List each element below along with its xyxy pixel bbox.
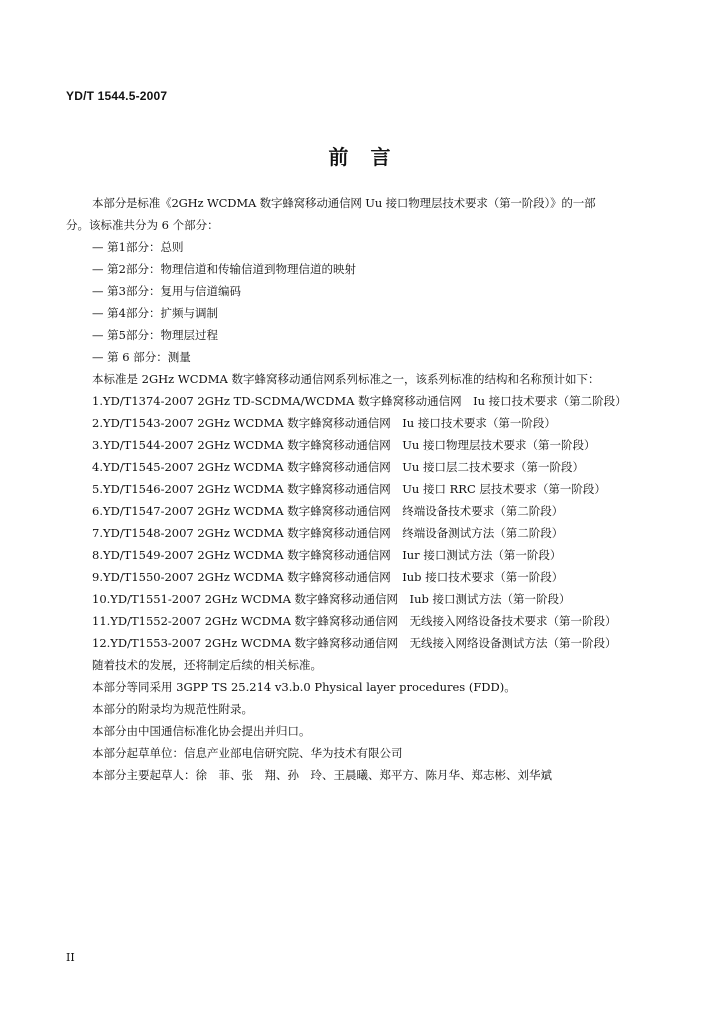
series-item: 7.YD/T1548-2007 2GHz WCDMA 数字蜂窝移动通信网 终端设备测试方法（第二阶段）: [92, 526, 564, 540]
page-title: 前言: [328, 145, 413, 169]
series-item: 10.YD/T1551-2007 2GHz WCDMA 数字蜂窝移动通信网 Iub 接口测试方法（第一阶段）: [92, 592, 571, 606]
closing-line: 本部分主要起草人：徐 菲、张 翔、孙 玲、王晨曦、郑平方、陈月华、郑志彬、刘华斌: [92, 768, 552, 782]
closing-line: 本部分起草单位：信息产业部电信研究院、华为技术有限公司: [92, 746, 403, 760]
series-item: 4.YD/T1545-2007 2GHz WCDMA 数字蜂窝移动通信网 Uu 接口层二技术要求（第一阶段）: [92, 460, 584, 474]
part-item: — 第2部分：物理信道和传输信道到物理信道的映射: [92, 262, 356, 276]
closing-line: 本部分等同采用 3GPP TS 25.214 v3.b.0 Physical layer procedures (FDD)。: [92, 680, 516, 694]
series-item: 6.YD/T1547-2007 2GHz WCDMA 数字蜂窝移动通信网 终端设备技术要求（第二阶段）: [92, 504, 564, 518]
series-item: 1.YD/T1374-2007 2GHz TD-SCDMA/WCDMA 数字蜂窝移动通信网 Iu 接口技术要求（第二阶段）: [92, 394, 627, 408]
page-number: II: [66, 951, 75, 964]
closing-line: 本部分由中国通信标准化协会提出并归口。: [92, 724, 311, 738]
series-item: 3.YD/T1544-2007 2GHz WCDMA 数字蜂窝移动通信网 Uu 接口物理层技术要求（第一阶段）: [92, 438, 596, 452]
part-item: — 第5部分：物理层过程: [92, 328, 218, 342]
series-intro: 本标准是 2GHz WCDMA 数字蜂窝移动通信网系列标准之一，该系列标准的结构和名称预计如下：: [92, 372, 600, 386]
series-item: 11.YD/T1552-2007 2GHz WCDMA 数字蜂窝移动通信网 无线接入网络设备技术要求（第一阶段）: [92, 614, 617, 628]
closing-line: 本部分的附录均为规范性附录。: [92, 702, 253, 716]
document-code: YD/T 1544.5-2007: [66, 89, 168, 103]
part-item: — 第1部分：总则: [92, 240, 184, 254]
series-item: 9.YD/T1550-2007 2GHz WCDMA 数字蜂窝移动通信网 Iub 接口技术要求（第一阶段）: [92, 570, 564, 584]
closing-line: 随着技术的发展，还将制定后续的相关标准。: [92, 658, 322, 672]
intro-line-1: 本部分是标准《2GHz WCDMA 数字蜂窝移动通信网 Uu 接口物理层技术要求（第一阶段）》的一部: [92, 196, 596, 210]
part-item: — 第 6 部分：测量: [92, 350, 191, 364]
series-item: 12.YD/T1553-2007 2GHz WCDMA 数字蜂窝移动通信网 无线接入网络设备测试方法（第一阶段）: [92, 636, 617, 650]
intro-line-2: 分。该标准共分为 6 个部分：: [66, 218, 219, 232]
series-item: 5.YD/T1546-2007 2GHz WCDMA 数字蜂窝移动通信网 Uu 接口 RRC 层技术要求（第一阶段）: [92, 482, 606, 496]
series-item: 8.YD/T1549-2007 2GHz WCDMA 数字蜂窝移动通信网 Iur 接口测试方法（第一阶段）: [92, 548, 562, 562]
series-item: 2.YD/T1543-2007 2GHz WCDMA 数字蜂窝移动通信网 Iu 接口技术要求（第一阶段）: [92, 416, 556, 430]
part-item: — 第4部分：扩频与调制: [92, 306, 218, 320]
foreword-body: [66, 192, 656, 786]
part-item: — 第3部分：复用与信道编码: [92, 284, 241, 298]
